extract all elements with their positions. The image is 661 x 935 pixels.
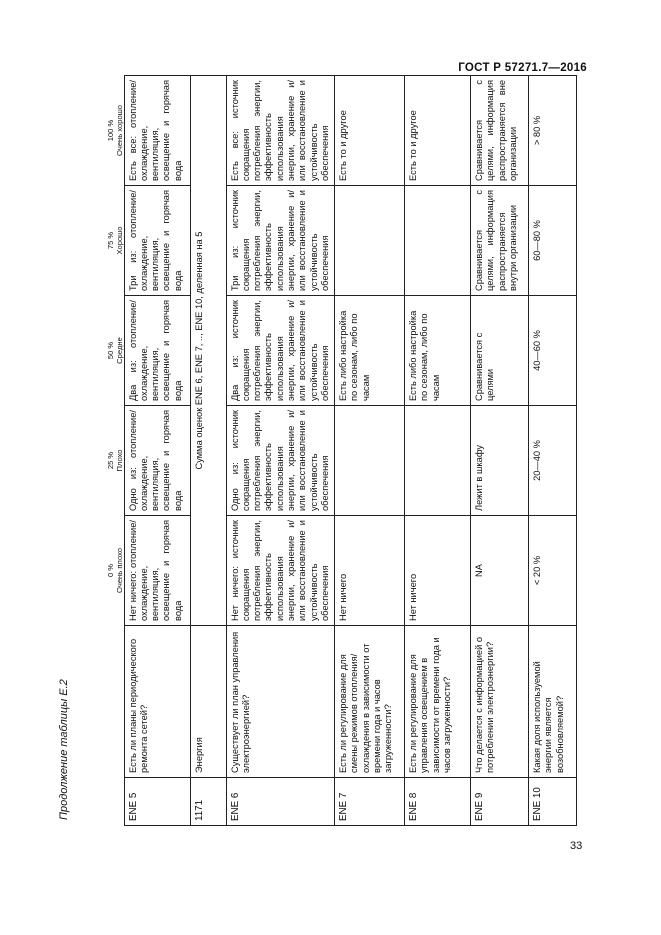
row-code: ENE 10 <box>529 778 577 826</box>
option-cell: Нет ничего: отопление/охлаждение, вентиляция, освещение и горячая вода <box>124 516 190 626</box>
option-cell: Сравнивается с целями <box>471 296 529 406</box>
grade-0: 0 % Очень плохо <box>105 547 124 594</box>
option-cell: Есть то и другое <box>405 76 471 186</box>
option-cell: Сравнивается с целями, информация распространяется вне организации <box>471 76 529 186</box>
option-cell <box>405 406 471 516</box>
row-question: Есть ли планы периодического ремонта сетей? <box>124 626 190 778</box>
table-caption: Продолжение таблицы Е.2 <box>58 679 70 820</box>
row-question: Энергия <box>190 626 226 778</box>
option-cell: Есть то и другое <box>335 76 405 186</box>
table-row <box>529 76 577 826</box>
assessment-table <box>90 75 577 826</box>
table-row <box>471 76 529 826</box>
option-cell: Сравнивается с целями, информация распространяется внутри организации <box>471 186 529 296</box>
row-code: ENE 7 <box>335 778 405 826</box>
row-code: ENE 5 <box>124 778 190 826</box>
table-row <box>124 76 190 826</box>
row-code: ENE 9 <box>471 778 529 826</box>
option-cell <box>335 186 405 296</box>
row-code: 1171 <box>190 778 226 826</box>
grade-25: 25 % Плохо <box>105 449 124 472</box>
row-code: ENE 6 <box>226 778 335 826</box>
table-row <box>405 76 471 826</box>
option-cell: Лежит в шкафу <box>471 406 529 516</box>
grade-50: 50 % Средне <box>105 337 124 364</box>
option-cell: Нет ничего <box>335 516 405 626</box>
option-cell: 60—80 % <box>529 186 577 296</box>
grade-100: 100 % Очень хорошо <box>105 104 124 157</box>
option-cell: 40—60 % <box>529 296 577 406</box>
option-cell: Два из: источник сокращения потребления энергии, эффективность использования энергии, хранение и/или восстановление и устойчивость обеспечения <box>226 296 335 406</box>
rotated-table-container <box>90 76 565 826</box>
row-question: Есть ли регулирование для смены режимов отопления/охлаждения в зависимости от времени года и часов загруженности? <box>335 626 405 778</box>
option-cell: Нет ничего: источник сокращения потребления энергии, эффективность использования энергии, хранение и/или восстановление и устойчивость обеспечения <box>226 516 335 626</box>
option-cell <box>335 406 405 516</box>
option-cell: Одно из: источник сокращения потребления энергии, эффективность использования энергии, хранение и/или восстановление и устойчивость обеспечения <box>226 406 335 516</box>
option-cell: < 20 % <box>529 516 577 626</box>
option-cell: Есть либо настройка по сезонам, либо по часам <box>335 296 405 406</box>
grade-75: 75 % Хорошо <box>105 226 124 255</box>
row-question: Существует ли план управления электроэнергией? <box>226 626 335 778</box>
option-cell: Одно из: отопление/охлаждение, вентиляция, освещение и горячая вода <box>124 406 190 516</box>
page-number: 33 <box>570 840 583 852</box>
summary-cell: Сумма оценок ENE 6, ENE 7, .., ENE 10, деленная на 5 <box>190 76 226 626</box>
option-cell: Нет ничего <box>405 516 471 626</box>
table-row <box>190 76 226 826</box>
option-cell: Три из: отопление/охлаждение, вентиляция, освещение и горячая вода <box>124 186 190 296</box>
option-cell <box>405 186 471 296</box>
option-cell: Есть либо настройка по сезонам, либо по часам <box>405 296 471 406</box>
row-question: Есть ли регулирование для управления освещением в зависимости от времени года и часов загруженности? <box>405 626 471 778</box>
grade-header-row <box>90 76 124 826</box>
option-cell: Три из: источник сокращения потребления энергии, эффективность использования энергии, хранение и/или восстановление и устойчивость обеспечения <box>226 186 335 296</box>
row-code: ENE 8 <box>405 778 471 826</box>
row-question: Что делается с информацией о потреблении электроэнергии? <box>471 626 529 778</box>
table-row <box>335 76 405 826</box>
option-cell: Есть все: источник сокращения потребления энергии, эффективность использования энергии, хранение и/или восстановление и устойчивость обеспечения <box>226 76 335 186</box>
row-question: Какая доля используемой энергии является возобновляемой? <box>529 626 577 778</box>
option-cell: NA <box>471 516 529 626</box>
table-row <box>226 76 335 826</box>
document-header: ГОСТ Р 57271.7—2016 <box>458 62 587 74</box>
option-cell: Два из: отопление/охлаждение, вентиляция, освещение и горячая вода <box>124 296 190 406</box>
option-cell: Есть все: отопление/охлаждение, вентиляция, освещение и горячая вода <box>124 76 190 186</box>
option-cell: > 80 % <box>529 76 577 186</box>
option-cell: 20—40 % <box>529 406 577 516</box>
